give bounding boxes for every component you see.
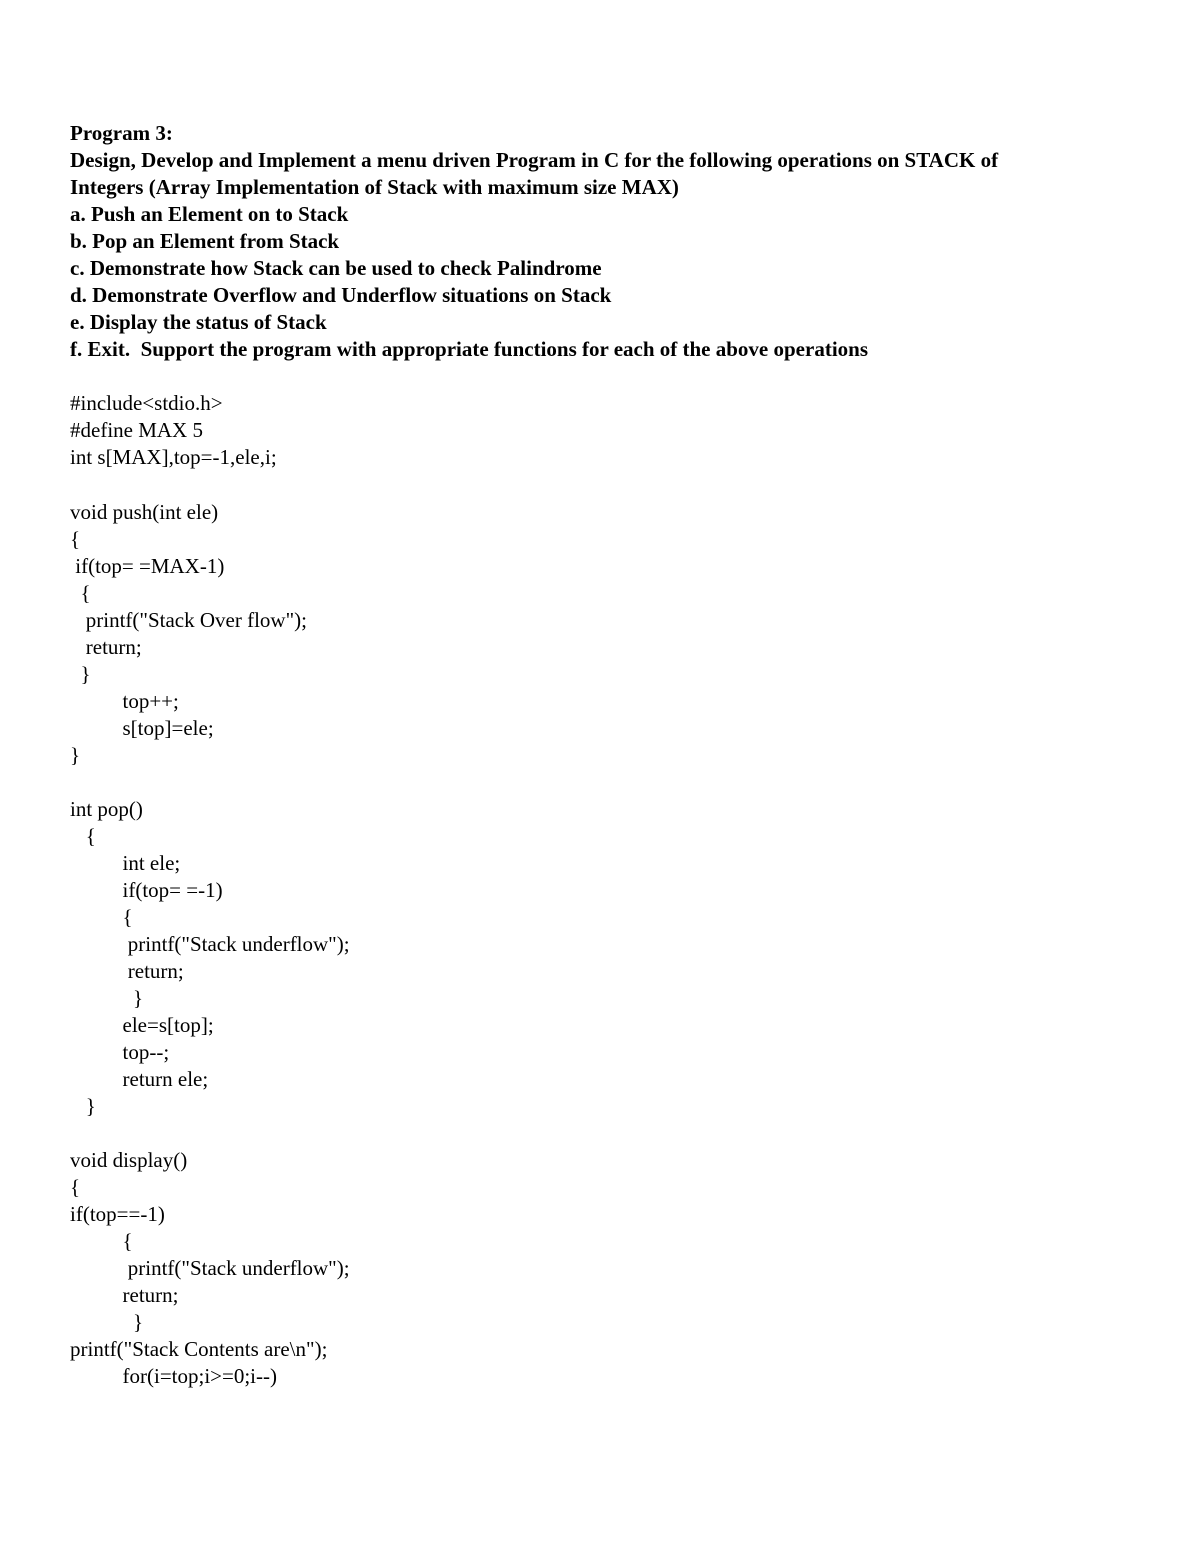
code-line: #define MAX 5 xyxy=(70,418,203,442)
code-line: } xyxy=(70,743,81,767)
code-line: } xyxy=(70,662,91,686)
code-line: if(top= =-1) xyxy=(70,878,223,902)
code-line: } xyxy=(70,1094,96,1118)
code-line: if(top==-1) xyxy=(70,1202,165,1226)
code-line: top++; xyxy=(70,689,179,713)
operation-item: e. Display the status of Stack xyxy=(70,310,327,334)
code-line: for(i=top;i>=0;i--) xyxy=(70,1364,277,1388)
operation-item: a. Push an Element on to Stack xyxy=(70,202,349,226)
code-line: if(top= =MAX-1) xyxy=(70,554,225,578)
code-line: { xyxy=(70,824,96,848)
code-line: int s[MAX],top=-1,ele,i; xyxy=(70,445,277,469)
code-line: int pop() xyxy=(70,797,143,821)
code-line: return; xyxy=(70,635,142,659)
code-line: } xyxy=(70,986,144,1010)
operation-item: d. Demonstrate Overflow and Underflow situations on Stack xyxy=(70,283,612,307)
code-line: s[top]=ele; xyxy=(70,716,214,740)
problem-statement-line: Integers (Array Implementation of Stack with maximum size MAX) xyxy=(70,175,679,199)
operation-item: b. Pop an Element from Stack xyxy=(70,229,340,253)
code-line: printf("Stack Contents are\n"); xyxy=(70,1337,328,1361)
code-line: void push(int ele) xyxy=(70,500,219,524)
problem-statement-line: Design, Develop and Implement a menu driven Program in C for the following operations on STACK of xyxy=(70,148,999,172)
code-line: top--; xyxy=(70,1040,170,1064)
code-line: { xyxy=(70,905,133,929)
code-line: { xyxy=(70,581,91,605)
code-line: printf("Stack underflow"); xyxy=(70,932,350,956)
code-line: ele=s[top]; xyxy=(70,1013,214,1037)
code-line: void display() xyxy=(70,1148,188,1172)
code-line: int ele; xyxy=(70,851,181,875)
code-line: printf("Stack Over flow"); xyxy=(70,608,307,632)
code-line: return; xyxy=(70,1283,179,1307)
code-line: return; xyxy=(70,959,184,983)
code-line: return ele; xyxy=(70,1067,209,1091)
operation-item: f. Exit. Support the program with appropriate functions for each of the above operations xyxy=(70,337,868,361)
code-line: { xyxy=(70,527,81,551)
program-title: Program 3: xyxy=(70,121,173,145)
code-line: { xyxy=(70,1175,81,1199)
operation-item: c. Demonstrate how Stack can be used to check Palindrome xyxy=(70,256,602,280)
code-line: #include<stdio.h> xyxy=(70,391,223,415)
code-line: printf("Stack underflow"); xyxy=(70,1256,350,1280)
code-line: { xyxy=(70,1229,133,1253)
code-line: } xyxy=(70,1310,144,1334)
